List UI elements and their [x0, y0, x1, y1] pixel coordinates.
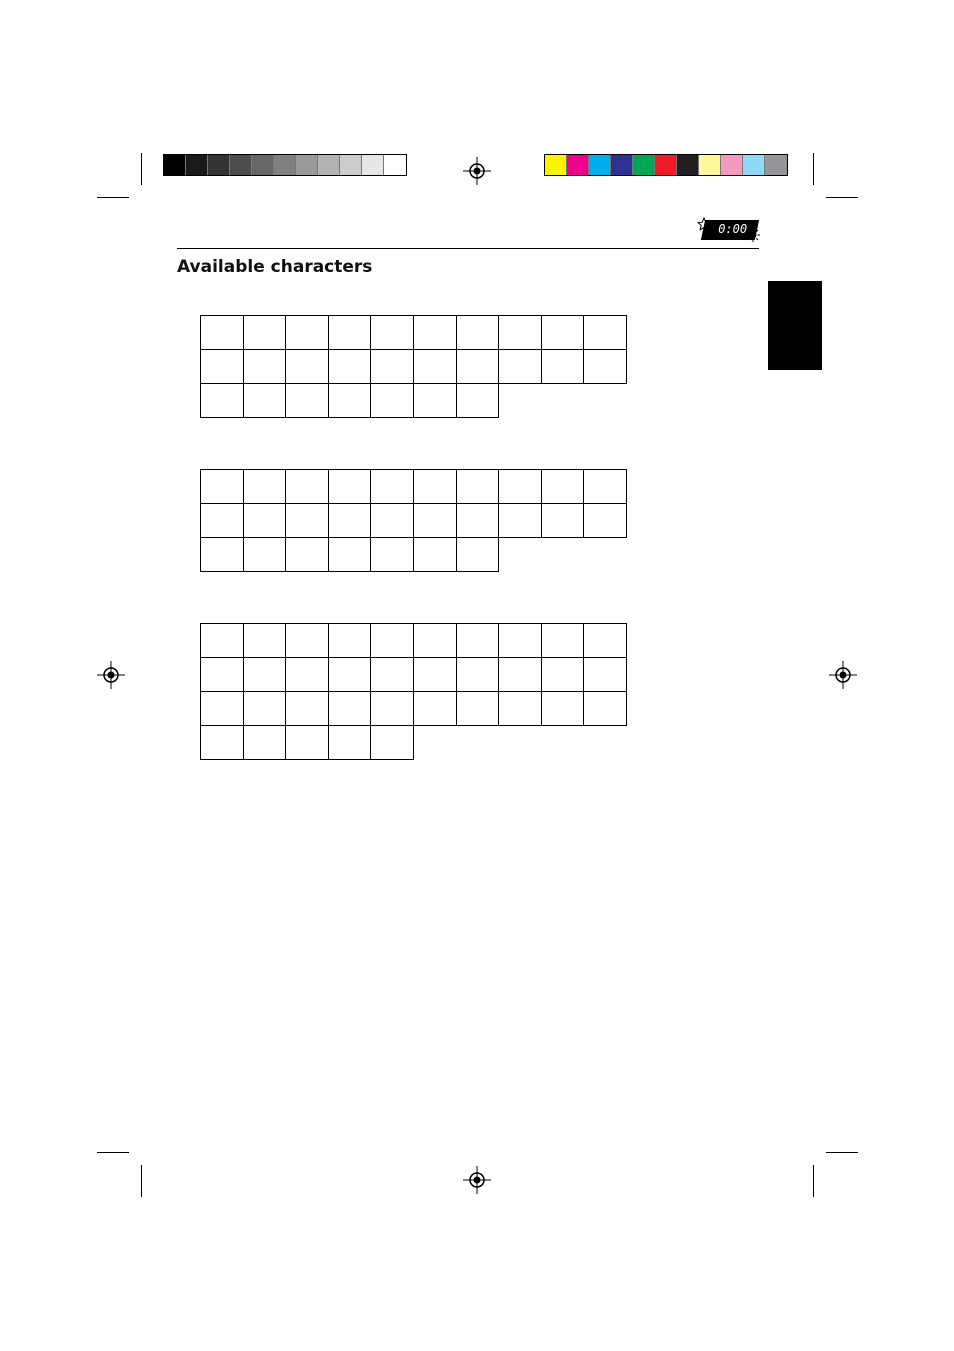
table-cell	[456, 469, 500, 504]
table-cell	[285, 315, 329, 350]
color-swatch	[545, 155, 567, 175]
table-cell	[200, 349, 244, 384]
color-swatch	[567, 155, 589, 175]
table-row	[200, 349, 626, 383]
table-cell	[583, 657, 627, 692]
table-row	[200, 469, 626, 503]
table-row	[200, 537, 626, 571]
table-cell	[328, 623, 372, 658]
crop-mark	[813, 153, 814, 185]
table-cell	[498, 469, 542, 504]
table-cell	[456, 315, 500, 350]
table-cell	[200, 657, 244, 692]
color-swatch	[296, 155, 318, 175]
registration-mark-icon	[97, 661, 125, 689]
table-row	[200, 725, 626, 759]
crop-mark	[141, 1165, 142, 1197]
table-cell	[541, 657, 585, 692]
table-cell	[541, 503, 585, 538]
color-swatch	[340, 155, 362, 175]
table-cell	[370, 537, 414, 572]
table-cell	[200, 503, 244, 538]
table-cell	[413, 315, 457, 350]
registration-mark-icon	[463, 1166, 491, 1194]
table-cell	[456, 657, 500, 692]
table-cell	[370, 657, 414, 692]
table-cell	[413, 691, 457, 726]
table-cell	[541, 623, 585, 658]
table-cell	[413, 349, 457, 384]
table-cell	[370, 315, 414, 350]
table-cell	[498, 691, 542, 726]
table-cell	[285, 349, 329, 384]
table-cell	[370, 691, 414, 726]
character-table	[200, 315, 626, 417]
sun-icon	[746, 228, 760, 242]
table-row	[200, 503, 626, 537]
table-cell	[243, 725, 287, 760]
color-swatch	[743, 155, 765, 175]
table-cell	[328, 383, 372, 418]
color-swatch	[611, 155, 633, 175]
table-cell	[370, 503, 414, 538]
color-swatch	[655, 155, 677, 175]
crop-mark	[813, 1165, 814, 1197]
table-cell	[370, 725, 414, 760]
table-cell	[243, 657, 287, 692]
table-cell	[200, 469, 244, 504]
registration-mark-icon	[463, 157, 491, 185]
table-cell	[413, 469, 457, 504]
color-swatch	[208, 155, 230, 175]
table-cell	[285, 657, 329, 692]
table-row	[200, 383, 626, 417]
table-cell	[583, 469, 627, 504]
color-swatch	[252, 155, 274, 175]
table-cell	[413, 383, 457, 418]
table-cell	[541, 691, 585, 726]
table-cell	[243, 537, 287, 572]
table-cell	[583, 349, 627, 384]
color-swatch	[384, 155, 406, 175]
table-cell	[456, 383, 500, 418]
table-cell	[243, 503, 287, 538]
table-cell	[200, 537, 244, 572]
color-swatch	[186, 155, 208, 175]
table-cell	[200, 725, 244, 760]
page-title: Available characters	[177, 257, 373, 277]
table-cell	[328, 503, 372, 538]
color-swatch	[721, 155, 743, 175]
table-cell	[583, 503, 627, 538]
table-cell	[200, 691, 244, 726]
table-cell	[200, 623, 244, 658]
process-color-bar	[544, 154, 788, 176]
table-cell	[328, 349, 372, 384]
crop-mark	[97, 197, 129, 198]
table-cell	[328, 469, 372, 504]
table-cell	[583, 691, 627, 726]
table-cell	[498, 349, 542, 384]
table-cell	[285, 537, 329, 572]
table-cell	[456, 503, 500, 538]
registration-mark-icon	[829, 661, 857, 689]
crop-mark	[141, 153, 142, 185]
table-cell	[285, 623, 329, 658]
table-cell	[328, 537, 372, 572]
table-cell	[285, 383, 329, 418]
table-cell	[541, 349, 585, 384]
table-cell	[243, 383, 287, 418]
table-cell	[370, 469, 414, 504]
color-swatch	[362, 155, 384, 175]
crop-mark	[97, 1152, 129, 1153]
table-cell	[243, 469, 287, 504]
table-row	[200, 657, 626, 691]
table-cell	[413, 537, 457, 572]
table-cell	[413, 503, 457, 538]
table-cell	[328, 315, 372, 350]
table-cell	[498, 315, 542, 350]
table-cell	[243, 623, 287, 658]
table-cell	[541, 315, 585, 350]
table-cell	[243, 315, 287, 350]
table-cell	[370, 349, 414, 384]
table-cell	[200, 383, 244, 418]
table-cell	[541, 469, 585, 504]
table-cell	[456, 691, 500, 726]
color-swatch	[230, 155, 252, 175]
language-tab	[768, 281, 822, 370]
crop-mark	[826, 1152, 858, 1153]
table-cell	[285, 691, 329, 726]
table-row	[200, 691, 626, 725]
table-cell	[583, 623, 627, 658]
color-swatch	[677, 155, 699, 175]
table-cell	[328, 657, 372, 692]
color-swatch	[164, 155, 186, 175]
table-row	[200, 315, 626, 349]
grayscale-color-bar	[163, 154, 407, 176]
table-cell	[498, 623, 542, 658]
table-cell	[285, 469, 329, 504]
character-table	[200, 623, 626, 759]
table-cell	[413, 623, 457, 658]
color-swatch	[633, 155, 655, 175]
table-cell	[328, 725, 372, 760]
color-swatch	[699, 155, 721, 175]
table-cell	[285, 725, 329, 760]
table-cell	[243, 691, 287, 726]
table-cell	[413, 657, 457, 692]
color-swatch	[589, 155, 611, 175]
table-cell	[200, 315, 244, 350]
table-cell	[456, 537, 500, 572]
table-cell	[328, 691, 372, 726]
table-cell	[370, 623, 414, 658]
table-row	[200, 623, 626, 657]
table-cell	[498, 657, 542, 692]
clock-display-text: 0:00	[718, 222, 748, 236]
table-cell	[498, 503, 542, 538]
table-cell	[456, 623, 500, 658]
table-cell	[583, 315, 627, 350]
table-cell	[285, 503, 329, 538]
table-cell	[456, 349, 500, 384]
table-cell	[243, 349, 287, 384]
table-cell	[370, 383, 414, 418]
character-table	[200, 469, 626, 571]
header-rule	[177, 248, 759, 249]
crop-mark	[826, 197, 858, 198]
color-swatch	[765, 155, 787, 175]
color-swatch	[318, 155, 340, 175]
color-swatch	[274, 155, 296, 175]
